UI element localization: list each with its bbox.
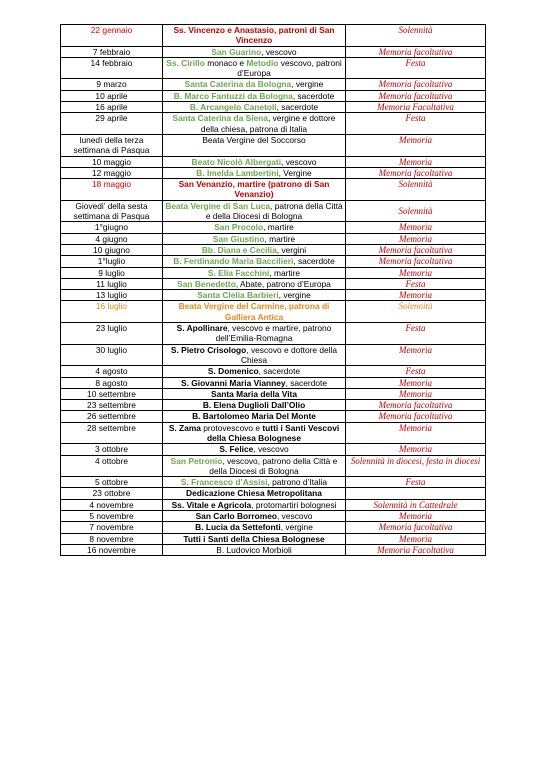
saint-name: tutti i Santi Vescovi della Chiesa Bolognese xyxy=(206,422,340,443)
celebration-cell xyxy=(163,400,346,411)
celebration-text: Beata Vergine del Soccorso xyxy=(202,134,306,145)
date-cell: 30 luglio xyxy=(61,344,163,366)
date-cell: 22 gennaio xyxy=(61,25,163,47)
celebration-text: , vescovo e martire, patrono dell’Emilia-Romagna xyxy=(215,323,332,344)
saint-name: Tutti i Santi della Chiesa Bolognese xyxy=(183,533,325,544)
celebration-cell xyxy=(163,156,346,167)
rank-cell: Memoria facoltativa xyxy=(346,400,486,411)
date-cell: 8 novembre xyxy=(61,533,163,544)
saint-name: Beata Vergine di San Luca xyxy=(165,200,271,211)
saint-name: Ss. Cirillo xyxy=(166,57,205,68)
date-cell: 5 novembre xyxy=(61,511,163,522)
saint-name: Santa Caterina da Siena xyxy=(172,113,268,124)
celebration-cell xyxy=(163,222,346,233)
calendar-row xyxy=(61,400,486,411)
rank-cell: Memoria xyxy=(346,444,486,455)
rank-cell: Memoria xyxy=(346,267,486,278)
date-cell: 11 luglio xyxy=(61,278,163,289)
calendar-row xyxy=(61,544,486,555)
calendar-row xyxy=(61,79,486,90)
celebration-text: , sacerdote xyxy=(285,377,327,388)
rank-cell: Memoria xyxy=(346,388,486,399)
celebration-cell xyxy=(163,544,346,555)
celebration-text: , vergine xyxy=(280,522,313,533)
celebration-cell xyxy=(163,57,346,79)
date-cell: 16 aprile xyxy=(61,102,163,113)
celebration-cell xyxy=(163,90,346,101)
calendar-row xyxy=(61,267,486,278)
celebration-cell xyxy=(163,323,346,345)
rank-cell: Memoria facoltativa xyxy=(346,46,486,57)
date-cell: 5 ottobre xyxy=(61,477,163,488)
saint-name: S. Francesco d’Assisi xyxy=(180,477,268,488)
rank-cell: Memoria facoltativa xyxy=(346,244,486,255)
celebration-text: , vescovo e dottore della Chiesa xyxy=(240,344,338,365)
saint-name: S. Zama xyxy=(168,422,201,433)
celebration-cell xyxy=(163,499,346,510)
celebration-text: protovescovo e xyxy=(200,422,263,433)
rank-cell: Memoria facoltativa xyxy=(346,167,486,178)
rank-cell: Memoria facoltativa xyxy=(346,411,486,422)
celebration-cell xyxy=(163,444,346,455)
celebration-cell xyxy=(163,79,346,90)
calendar-row xyxy=(61,366,486,377)
date-cell: 4 novembre xyxy=(61,499,163,510)
celebration-text: , patrona della Città e della Diocesi di Bologna xyxy=(205,200,343,222)
rank-cell: Festa xyxy=(346,278,486,289)
date-cell: 4 giugno xyxy=(61,233,163,244)
calendar-row xyxy=(61,134,486,156)
saint-name: Ss. Vitale e Agricola xyxy=(171,499,252,510)
calendar-row xyxy=(61,222,486,233)
rank-cell: Solennità xyxy=(346,25,486,47)
calendar-row xyxy=(61,167,486,178)
celebration-cell xyxy=(163,267,346,278)
saint-name: Ss. Vincenzo e Anastasio xyxy=(173,25,275,35)
date-cell: 14 febbraio xyxy=(61,57,163,79)
calendar-row xyxy=(61,278,486,289)
celebration-cell xyxy=(163,344,346,366)
calendar-row xyxy=(61,488,486,499)
calendar-row xyxy=(61,25,486,47)
saint-name: B. Marco Fantuzzi da Bologna xyxy=(173,90,293,101)
rank-cell: Solennità xyxy=(346,179,486,201)
calendar-row xyxy=(61,533,486,544)
saint-name: B. Imelda Lambertini xyxy=(196,167,279,178)
celebration-cell xyxy=(163,533,346,544)
celebration-cell xyxy=(163,511,346,522)
rank-cell: Memoria xyxy=(346,156,486,167)
celebration-text: , vescovo xyxy=(281,156,317,167)
saint-name: , martire (patrono di San Venanzio) xyxy=(232,179,330,200)
date-cell: 1°giugno xyxy=(61,222,163,233)
date-cell: 10 settembre xyxy=(61,388,163,399)
calendar-row xyxy=(61,388,486,399)
date-cell: lunedì della terza settimana di Pasqua xyxy=(61,134,163,156)
celebration-cell xyxy=(163,477,346,488)
rank-cell: Solennità in diocesi, festa in diocesi xyxy=(346,455,486,477)
celebration-cell xyxy=(163,488,346,499)
celebration-cell xyxy=(163,25,346,47)
saint-name: Santa Clelia Barbieri xyxy=(197,290,279,301)
celebration-cell xyxy=(163,278,346,289)
saint-name: Beata Vergine del Carmine, patrona di Galliera Antica xyxy=(178,301,330,322)
rank-cell: Festa xyxy=(346,57,486,79)
celebration-cell xyxy=(163,102,346,113)
date-cell: 12 maggio xyxy=(61,167,163,178)
celebration-cell xyxy=(163,366,346,377)
date-cell: 10 maggio xyxy=(61,156,163,167)
rank-cell: Solennità xyxy=(346,200,486,222)
celebration-text: , sacerdote xyxy=(258,366,301,377)
saint-name: S. Domenico xyxy=(207,366,259,377)
calendar-row xyxy=(61,455,486,477)
calendar-row xyxy=(61,244,486,255)
calendar-row xyxy=(61,344,486,366)
celebration-cell xyxy=(163,167,346,178)
celebration-cell xyxy=(163,244,346,255)
calendar-row xyxy=(61,499,486,510)
celebration-cell xyxy=(163,46,346,57)
celebration-text: , vergine xyxy=(291,79,324,90)
calendar-row xyxy=(61,46,486,57)
calendar-row xyxy=(61,377,486,388)
saint-name: B. Arcangelo Canetoli xyxy=(189,102,277,113)
rank-cell: Memoria xyxy=(346,222,486,233)
calendar-row xyxy=(61,113,486,135)
rank-cell: Memoria facoltativa xyxy=(346,90,486,101)
calendar-row xyxy=(61,290,486,301)
celebration-text: , sacerdote xyxy=(292,90,335,101)
calendar-row xyxy=(61,522,486,533)
liturgical-calendar-table xyxy=(60,24,486,556)
celebration-text: , vescovo xyxy=(261,46,297,57)
celebration-text: monaco e xyxy=(204,57,247,68)
calendar-row xyxy=(61,179,486,201)
saint-name: S. Pietro Crisologo xyxy=(170,344,247,355)
date-cell: 16 luglio xyxy=(61,301,163,323)
date-cell: 4 agosto xyxy=(61,366,163,377)
saint-name: Santa Maria della Vita xyxy=(211,388,297,399)
date-cell: 23 settembre xyxy=(61,400,163,411)
calendar-row xyxy=(61,323,486,345)
saint-name: B. Bartolomeo Maria Del Monte xyxy=(192,411,316,422)
rank-cell: Memoria facoltativa xyxy=(346,522,486,533)
rank-cell: Memoria Facoltativa xyxy=(346,544,486,555)
calendar-body xyxy=(61,25,486,556)
celebration-cell xyxy=(163,301,346,323)
celebration-cell xyxy=(163,134,346,156)
calendar-row xyxy=(61,411,486,422)
date-cell: 3 ottobre xyxy=(61,444,163,455)
rank-cell: Festa xyxy=(346,366,486,377)
celebration-text: , vescovo, patrono della Città e della Diocesi di Bologna xyxy=(209,455,338,476)
celebration-cell xyxy=(163,233,346,244)
saint-name: , patroni di San Vincenzo xyxy=(235,25,335,46)
celebration-text: , protomartiri bolognesi xyxy=(251,499,337,510)
calendar-row xyxy=(61,156,486,167)
celebration-cell xyxy=(163,422,346,444)
celebration-cell xyxy=(163,411,346,422)
date-cell: 23 luglio xyxy=(61,323,163,345)
celebration-text: , martire xyxy=(269,267,301,278)
calendar-row xyxy=(61,444,486,455)
calendar-row xyxy=(61,477,486,488)
celebration-text: , vergini xyxy=(276,244,307,255)
date-cell: 10 aprile xyxy=(61,90,163,101)
date-cell: 7 febbraio xyxy=(61,46,163,57)
date-cell: 7 novembre xyxy=(61,522,163,533)
celebration-cell xyxy=(163,290,346,301)
rank-cell: Solennità in Cattedrale xyxy=(346,499,486,510)
celebration-text: , vescovo xyxy=(253,444,289,455)
date-cell: 18 maggio xyxy=(61,179,163,201)
rank-cell: Memoria xyxy=(346,233,486,244)
celebration-text: , vescovo xyxy=(277,511,313,522)
calendar-row xyxy=(61,511,486,522)
celebration-cell xyxy=(163,455,346,477)
date-cell: 23 ottobre xyxy=(61,488,163,499)
date-cell: 4 ottobre xyxy=(61,455,163,477)
calendar-row xyxy=(61,256,486,267)
date-cell: Giovedi’ della sesta settimana di Pasqua xyxy=(61,200,163,222)
date-cell: 9 luglio xyxy=(61,267,163,278)
celebration-text: , Vergine xyxy=(278,167,312,178)
saint-name: S. Elia Facchini xyxy=(207,267,270,278)
rank-cell xyxy=(346,488,486,499)
date-cell: 28 settembre xyxy=(61,422,163,444)
saint-name: Beato Nicolò Albergati xyxy=(191,156,282,167)
celebration-text: , sacerdote xyxy=(293,256,335,267)
celebration-text: , vergine xyxy=(278,290,311,301)
saint-name: San Carlo Borromeo xyxy=(195,511,278,522)
celebration-cell xyxy=(163,388,346,399)
rank-cell: Memoria xyxy=(346,511,486,522)
saint-name: San Benedetto xyxy=(177,278,236,289)
calendar-row xyxy=(61,422,486,444)
rank-cell: Festa xyxy=(346,323,486,345)
date-cell: 26 settembre xyxy=(61,411,163,422)
celebration-cell xyxy=(163,256,346,267)
rank-cell: Festa xyxy=(346,113,486,135)
celebration-text: , martire xyxy=(264,233,296,244)
saint-name: S. Giovanni Maria Vianney xyxy=(180,377,286,388)
celebration-cell xyxy=(163,522,346,533)
rank-cell: Memoria xyxy=(346,134,486,156)
calendar-row xyxy=(61,301,486,323)
rank-cell: Memoria xyxy=(346,344,486,366)
calendar-row xyxy=(61,233,486,244)
saint-name: B. Elena Duglioli Dall’Olio xyxy=(202,400,306,411)
calendar-row xyxy=(61,57,486,79)
celebration-cell xyxy=(163,113,346,135)
celebration-cell xyxy=(163,179,346,201)
saint-name: B. Ferdinando Maria Baccilieri xyxy=(173,256,294,267)
saint-name: San Guarino xyxy=(211,46,262,57)
date-cell: 8 agosto xyxy=(61,377,163,388)
saint-name: San Petronio xyxy=(170,455,223,466)
saint-name: San Giustino xyxy=(212,233,265,244)
saint-name: Santa Caterina da Bologna xyxy=(184,79,292,90)
saint-name: B. Lucia da Settefonti xyxy=(195,522,281,533)
date-cell: 1°luglio xyxy=(61,256,163,267)
rank-cell: Memoria xyxy=(346,422,486,444)
saint-name: Bb. Diana e Cecilia xyxy=(201,244,277,255)
saint-name: San Venanzio xyxy=(178,179,233,190)
celebration-text: , Abate, patrono d’Europa xyxy=(235,278,331,289)
celebration-text: vescovo, patroni d’Europa xyxy=(237,57,342,79)
celebration-text: , vergine e dottore della chiesa, patrona di Italia xyxy=(200,113,336,134)
saint-name: San Procolo xyxy=(214,222,264,233)
celebration-text: , patrono d’Italia xyxy=(267,477,328,488)
celebration-text: , sacerdote xyxy=(276,102,319,113)
calendar-row xyxy=(61,200,486,222)
rank-cell: Memoria Facoltativa xyxy=(346,102,486,113)
celebration-cell xyxy=(163,200,346,222)
rank-cell: Memoria xyxy=(346,377,486,388)
date-cell: 13 luglio xyxy=(61,290,163,301)
rank-cell: Festa xyxy=(346,477,486,488)
rank-cell: Solennità xyxy=(346,301,486,323)
date-cell: 9 marzo xyxy=(61,79,163,90)
saint-name: Dedicazione Chiesa Metropolitana xyxy=(186,488,322,499)
saint-name: S. Apollinare xyxy=(176,323,228,334)
celebration-text: B. Ludovico Morbioli xyxy=(216,544,292,555)
date-cell: 29 aprile xyxy=(61,113,163,135)
saint-name: Metodio xyxy=(246,57,279,68)
calendar-row xyxy=(61,90,486,101)
rank-cell: Memoria xyxy=(346,290,486,301)
rank-cell: Memoria facoltativa xyxy=(346,79,486,90)
rank-cell: Memoria xyxy=(346,533,486,544)
celebration-text: , martire xyxy=(263,222,294,233)
celebration-cell xyxy=(163,377,346,388)
rank-cell: Memoria facoltativa xyxy=(346,256,486,267)
saint-name: S. Felice xyxy=(219,444,254,455)
date-cell: 16 novembre xyxy=(61,544,163,555)
calendar-row xyxy=(61,102,486,113)
date-cell: 10 giugno xyxy=(61,244,163,255)
